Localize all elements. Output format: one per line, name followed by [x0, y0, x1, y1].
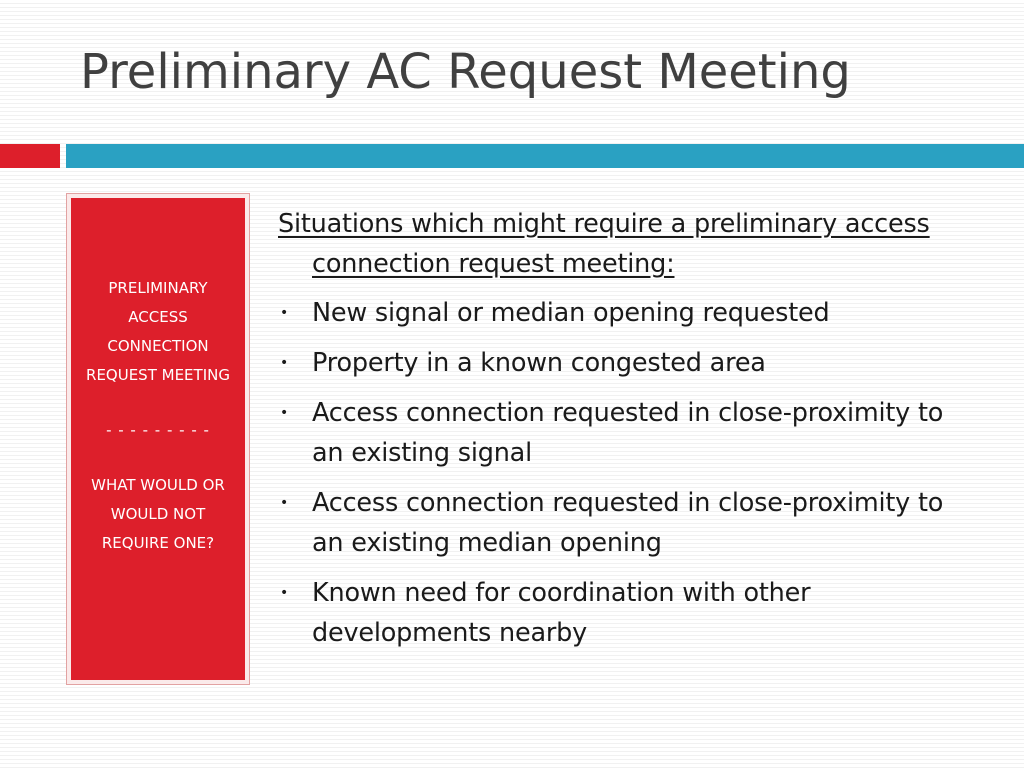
bullet-dot-icon: • [280, 405, 289, 421]
content-body [278, 204, 968, 663]
bullet-item [278, 393, 968, 473]
bullet-item [278, 483, 968, 563]
side-panel [66, 193, 250, 685]
bullet-item [278, 343, 968, 383]
slide-title: Preliminary AC Request Meeting [80, 44, 851, 100]
intro-text: Situations which might require a preliminary access connection request meeting: [278, 209, 930, 279]
bullet-text: Property in a known congested area [312, 348, 766, 378]
bullet-dot-icon: • [280, 585, 289, 601]
bullet-list [278, 293, 968, 653]
bullet-text: New signal or median opening requested [312, 298, 830, 328]
side-panel-box [71, 198, 245, 680]
bullet-text: Access connection requested in close-proximity to an existing median opening [312, 488, 944, 558]
bullet-dot-icon: • [280, 355, 289, 371]
bullet-item [278, 293, 968, 333]
side-panel-divider: - - - - - - - - - [106, 421, 210, 439]
bullet-dot-icon: • [280, 495, 289, 511]
side-panel-question: WHAT WOULD OR WOULD NOT REQUIRE ONE? [91, 476, 225, 552]
bullet-text: Access connection requested in close-proximity to an existing signal [312, 398, 944, 468]
accent-bar-blue [66, 144, 1024, 168]
bullet-text: Known need for coordination with other developments nearby [312, 578, 811, 648]
side-panel-heading: PRELIMINARY ACCESS CONNECTION REQUEST MEETING [86, 279, 230, 384]
bullet-item [278, 573, 968, 653]
bullet-dot-icon: • [280, 305, 289, 321]
accent-bar-red [0, 144, 60, 168]
